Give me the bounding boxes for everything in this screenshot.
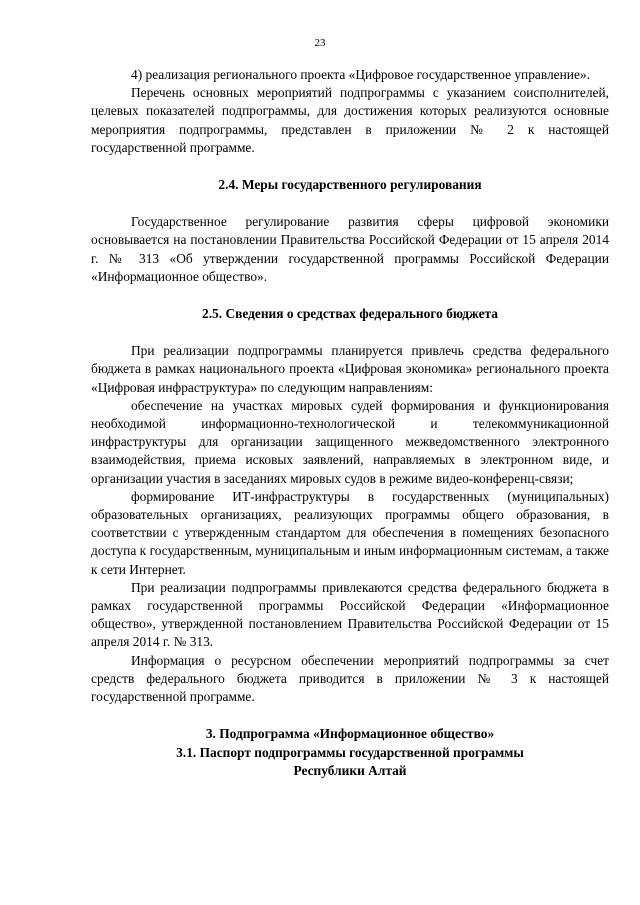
heading-state-regulation: 2.4. Меры государственного регулирования bbox=[218, 177, 482, 193]
spacer bbox=[91, 323, 609, 342]
paragraph-magistrate-infrastructure: обеспечение на участках мировых судей формирования и функционирования необходимой информационно-технологической и телекоммуникационной инфраструктуры для организации защищенного межведомственного электронного взаимодействия, приема исковых заявлений, направляемых в электронном виде, и организации участия в заседаниях мировых судов в режиме видео-конференц-связи; bbox=[91, 397, 609, 486]
heading-federal-budget: 2.5. Сведения о средствах федерального бюджета bbox=[202, 306, 498, 322]
paragraph-state-regulation: Государственное регулирование развития сферы цифровой экономики основывается на постановлении Правительства Российской Федерации от 15 апреля 2014 г. № 313 «Об утверждении государственной программы Российской Федерации «Информационное общество». bbox=[91, 214, 609, 284]
page-number: 23 bbox=[314, 37, 326, 49]
spacer bbox=[91, 157, 609, 176]
paragraph-school-it-infrastructure: формирование ИТ-инфраструктуры в государственных (муниципальных) образовательных организациях, реализующих программы общего образования, в соответствии с утвержденным стандартом для обеспечения в помещениях безопасного доступа к государственным, муниципальным и иным информационным системам, а также к сети Интернет. bbox=[91, 488, 609, 577]
paragraph-federal-funds-intro: При реализации подпрограммы планируется привлечь средства федерального бюджета в рамках национального проекта «Цифровая экономика» регионального проекта «Цифровая инфраструктура» по следующим направлениям: bbox=[91, 343, 609, 395]
spacer bbox=[91, 194, 609, 213]
paragraph-digital-governance-project: 4) реализация регионального проекта «Цифровое государственное управление». bbox=[131, 67, 590, 82]
spacer bbox=[91, 706, 609, 725]
heading-subprogram-passport: 3.1. Паспорт подпрограммы государственной программы bbox=[176, 744, 524, 760]
paragraph-info-society-program-funds: При реализации подпрограммы привлекаются средства федерального бюджета в рамках государственной программы Российской Федерации «Информационное общество», утвержденной постановлением Правительства Российской Федерации от 15 апреля 2014 г. № 313. bbox=[91, 579, 609, 650]
heading-republic-altai: Республики Алтай bbox=[293, 762, 407, 778]
paragraph-measures-list-reference: Перечень основных мероприятий подпрограммы с указанием соисполнителей, целевых показателей подпрограммы, для достижения которых реализуются основные мероприятия подпрограммы, представлен в приложении № 2 к настоящей государственной программе. bbox=[91, 85, 609, 155]
spacer bbox=[91, 286, 609, 305]
paragraph-resource-support-reference: Информация о ресурсном обеспечении мероприятий подпрограммы за счет средств федерального бюджета приводится в приложении № 3 к настоящей государственной программе. bbox=[91, 652, 609, 705]
document-body bbox=[91, 66, 609, 780]
heading-subprogram-info-society: 3. Подпрограмма «Информационное общество» bbox=[205, 726, 495, 742]
